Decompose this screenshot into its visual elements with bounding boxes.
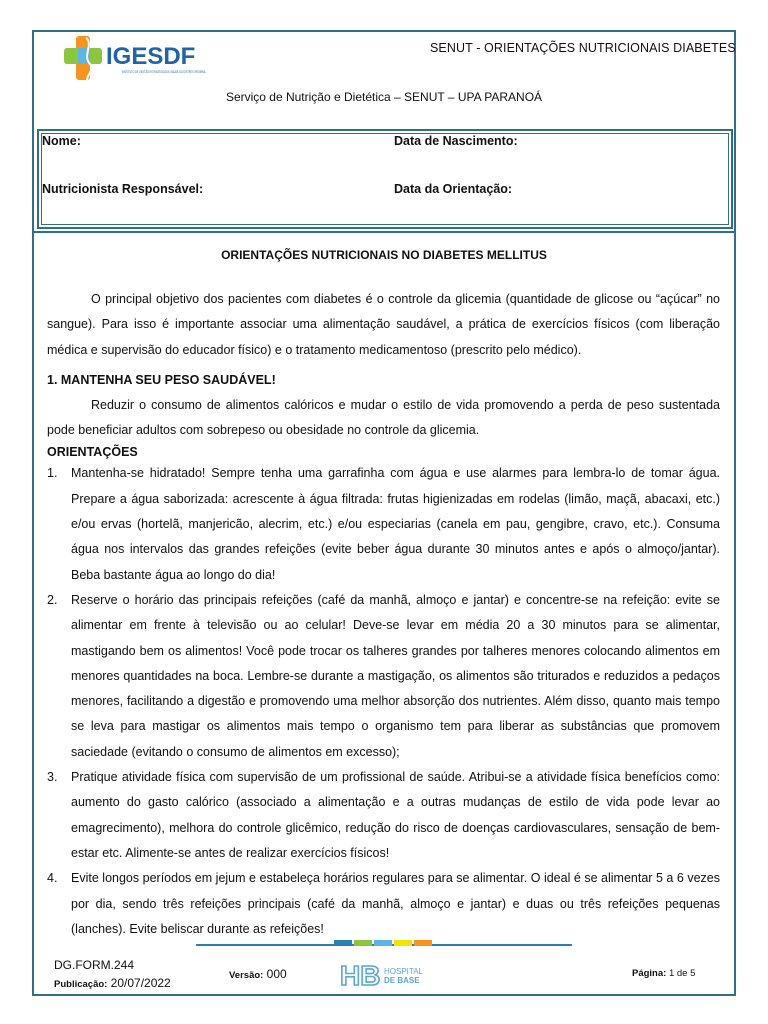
- hospital-de-base-logo: [340, 960, 432, 990]
- section1-heading: 1. MANTENHA SEU PESO SAUDÁVEL!: [47, 372, 276, 387]
- orientations-heading: ORIENTAÇÕES: [47, 445, 138, 460]
- logo-subtext: INSTITUTO DE GESTÃO ESTRATÉGICA DE SAÚDE DO DISTRITO FEDERAL: [122, 69, 207, 74]
- document-title: ORIENTAÇÕES NUTRICIONAIS NO DIABETES MELLITUS: [221, 248, 547, 262]
- section-divider: [32, 231, 736, 233]
- logo-wordmark: IGESDF: [106, 43, 196, 70]
- footer-swatch-yellow: [394, 940, 412, 946]
- document-code-title: SENUT - ORIENTAÇÕES NUTRICIONAIS DIABETES: [430, 41, 736, 55]
- publication-date: Publicação: 20/07/2022: [54, 976, 171, 990]
- page-number: Página: 1 de 5: [632, 968, 696, 979]
- footer-swatch-green: [354, 940, 372, 946]
- birth-date-label: Data de Nascimento:: [394, 134, 518, 148]
- body-content: [47, 287, 720, 942]
- orientations-list: [47, 461, 720, 942]
- form-code: DG.FORM.244: [54, 958, 135, 972]
- svg-text:DE BASE: DE BASE: [384, 976, 420, 985]
- section1-paragraph: Reduzir o consumo de alimentos calóricos e mudar o estilo de vida promovendo a perda de peso sustentada pode beneficiar adultos com sobrepeso ou obesidade no controle da glicemia.: [47, 397, 720, 438]
- igesdf-logo: [62, 34, 212, 84]
- footer-swatch-blue: [334, 940, 352, 946]
- svg-text:HOSPITAL: HOSPITAL: [384, 967, 423, 976]
- list-item: 1. Mantenha-se hidratado! Sempre tenha uma garrafinha com água e use alarmes para lembra-lo de tomar água. Prepare a água saborizada: acrescente à água filtrada: frutas higienizadas em rodelas (limão, maçã, abacaxi, etc.) e/ou ervas (hortelã, manjericão, alecrim, etc.) e/ou especiarias (canela em pau, gengibre, cravo, etc.). Consuma água nos intervalos das grandes refeições (evite beber água durante 30 minutos antes e após o almoço/jantar). Beba bastante água ao longo do dia!: [47, 466, 720, 582]
- nutritionist-label: Nutricionista Responsável:: [42, 182, 204, 196]
- list-item: 2. Reserve o horário das principais refeições (café da manhã, almoço e jantar) e concentre-se na refeição: evite se alimentar em frente à televisão ou ao celular! Deve-se levar em média 20 a 30 minutos para se alimentar, mastigando bem os alimentos! Você pode trocar os talheres grandes por talheres menores colocando alimentos em menores quantidades na boca. Lembre-se durante a mastigação, os alimentos são triturados e reduzidos a pedaços menores, facilitando a digestão e promovendo uma melhor absorção dos nutrientes. Além disso, quanto mais tempo se leva para mastigar os alimentos mais tempo o organismo tem para liberar as substâncias que promovem saciedade (evitando o consumo de alimentos em excesso);: [47, 592, 720, 759]
- service-line: Serviço de Nutrição e Dietética – SENUT – UPA PARANOÁ: [225, 90, 543, 104]
- svg-text:HB: HB: [340, 960, 381, 991]
- version: Versão: 000: [229, 967, 287, 981]
- intro-paragraph: O principal objetivo dos pacientes com diabetes é o controle da glicemia (quantidade de glicose ou “açúcar” no sangue). Para isso é importante associar uma alimentação saudável, a prática de exercícios físicos (com liberação médica e supervisão do educador físico) e o tratamento medicamentoso (prescrito pelo médico).: [47, 292, 720, 357]
- identification-box: [37, 129, 733, 229]
- name-label: Nome:: [42, 134, 81, 148]
- list-item: 3. Pratique atividade física com supervisão de um profissional de saúde. Atribui-se a atividade física benefícios como: aumento do gasto calórico (associado a alimentação e a outras mudanças de estilo de vida pode levar ao emagrecimento), melhora do controle glicêmico, redução do risco de doenças cardiovasculares, sensação de bem-estar etc. Alimente-se antes de realizar exercícios físicos!: [47, 770, 720, 860]
- footer-swatch-orange: [414, 940, 432, 946]
- footer-swatch-lightblue: [374, 940, 392, 946]
- list-item: 4. Evite longos períodos em jejum e estabeleça horários regulares para se alimentar. O ideal é se alimentar 5 a 6 vezes por dia, sendo três refeições principais (café da manhã, almoço e jantar) e duas ou três refeições pequenas (lanches). Evite beliscar durante as refeições!: [47, 871, 720, 936]
- orientation-date-label: Data da Orientação:: [394, 182, 513, 196]
